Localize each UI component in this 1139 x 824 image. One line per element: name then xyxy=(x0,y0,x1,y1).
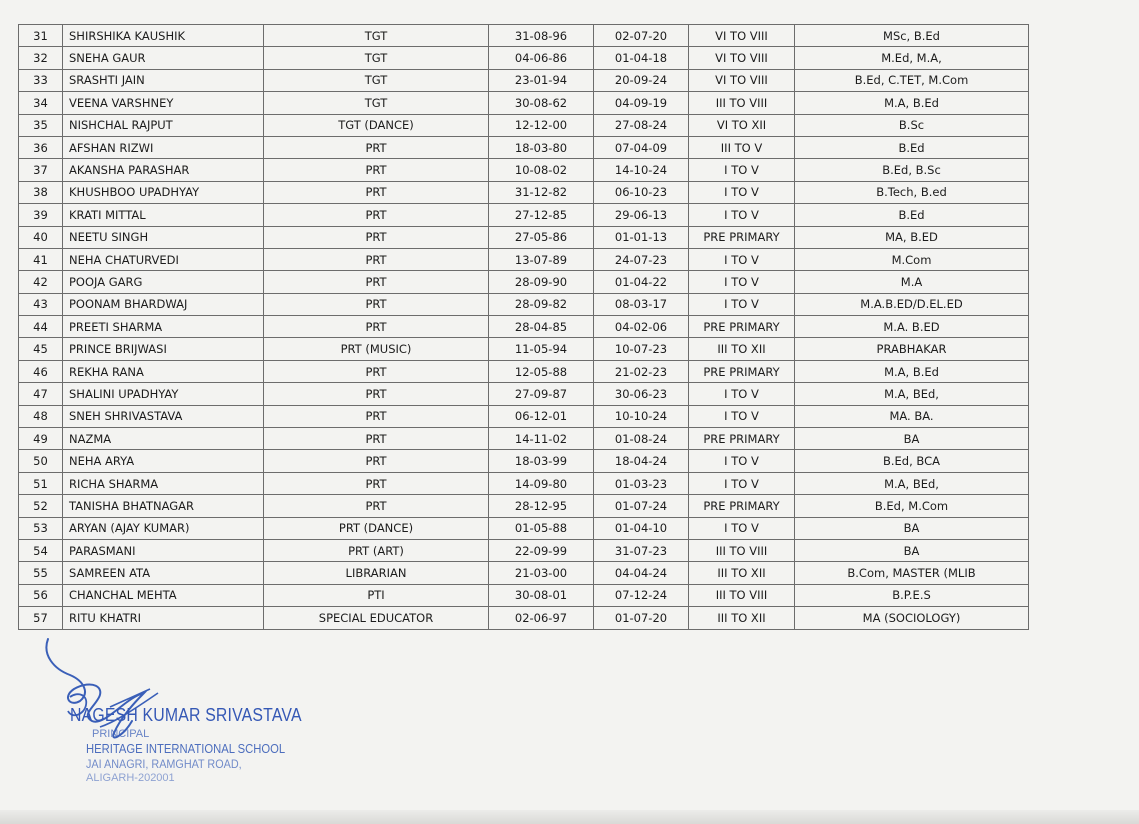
date-of-birth-cell: 30-08-62 xyxy=(489,92,594,114)
classes-taught-cell: I TO V xyxy=(689,450,795,472)
date-of-birth-cell: 04-06-86 xyxy=(489,47,594,69)
qualification-cell: M.A, B.Ed xyxy=(795,360,1029,382)
qualification-cell: M.A, BEd, xyxy=(795,472,1029,494)
date-of-birth-cell: 14-11-02 xyxy=(489,428,594,450)
table-row xyxy=(19,92,1029,114)
table-row xyxy=(19,383,1029,405)
serial-number-cell: 45 xyxy=(19,338,63,360)
teacher-name-cell: KHUSHBOO UPADHYAY xyxy=(63,181,264,203)
teacher-name-cell: KRATI MITTAL xyxy=(63,204,264,226)
table-row xyxy=(19,584,1029,606)
classes-taught-cell: I TO V xyxy=(689,517,795,539)
table-row xyxy=(19,47,1029,69)
date-of-joining-cell: 04-04-24 xyxy=(594,562,689,584)
serial-number-cell: 32 xyxy=(19,47,63,69)
scan-edge xyxy=(0,810,1139,824)
date-of-joining-cell: 01-07-20 xyxy=(594,607,689,629)
date-of-joining-cell: 10-10-24 xyxy=(594,405,689,427)
table-row xyxy=(19,204,1029,226)
date-of-birth-cell: 31-08-96 xyxy=(489,25,594,47)
teacher-name-cell: SNEH SHRIVASTAVA xyxy=(63,405,264,427)
designation-cell: PRT xyxy=(264,159,489,181)
classes-taught-cell: PRE PRIMARY xyxy=(689,360,795,382)
teacher-name-cell: SHIRSHIKA KAUSHIK xyxy=(63,25,264,47)
designation-cell: PRT xyxy=(264,383,489,405)
designation-cell: PRT (MUSIC) xyxy=(264,338,489,360)
date-of-birth-cell: 23-01-94 xyxy=(489,69,594,91)
teacher-name-cell: ARYAN (AJAY KUMAR) xyxy=(63,517,264,539)
stamp-address: JAI ANAGRI, RAMGHAT ROAD, xyxy=(86,757,242,771)
qualification-cell: B.Ed xyxy=(795,136,1029,158)
date-of-birth-cell: 02-06-97 xyxy=(489,607,594,629)
teacher-name-cell: NEETU SINGH xyxy=(63,226,264,248)
classes-taught-cell: PRE PRIMARY xyxy=(689,495,795,517)
date-of-birth-cell: 18-03-80 xyxy=(489,136,594,158)
qualification-cell: B.Ed, BCA xyxy=(795,450,1029,472)
qualification-cell: M.Ed, M.A, xyxy=(795,47,1029,69)
serial-number-cell: 52 xyxy=(19,495,63,517)
qualification-cell: BA xyxy=(795,517,1029,539)
serial-number-cell: 48 xyxy=(19,405,63,427)
table-row xyxy=(19,69,1029,91)
date-of-joining-cell: 21-02-23 xyxy=(594,360,689,382)
designation-cell: PRT (DANCE) xyxy=(264,517,489,539)
date-of-birth-cell: 28-09-82 xyxy=(489,293,594,315)
qualification-cell: BA xyxy=(795,428,1029,450)
teacher-name-cell: AKANSHA PARASHAR xyxy=(63,159,264,181)
date-of-joining-cell: 29-06-13 xyxy=(594,204,689,226)
table-row xyxy=(19,562,1029,584)
date-of-joining-cell: 24-07-23 xyxy=(594,248,689,270)
qualification-cell: MA, B.ED xyxy=(795,226,1029,248)
stamp-city: ALIGARH-202001 xyxy=(86,772,175,784)
stamp-role: PRINCIPAL xyxy=(92,728,150,740)
table-row xyxy=(19,293,1029,315)
teacher-name-cell: SNEHA GAUR xyxy=(63,47,264,69)
table-row xyxy=(19,428,1029,450)
table-row xyxy=(19,114,1029,136)
qualification-cell: PRABHAKAR xyxy=(795,338,1029,360)
designation-cell: PRT xyxy=(264,472,489,494)
date-of-joining-cell: 14-10-24 xyxy=(594,159,689,181)
qualification-cell: M.Com xyxy=(795,248,1029,270)
qualification-cell: B.Ed, B.Sc xyxy=(795,159,1029,181)
stamp-school-name: HERITAGE INTERNATIONAL SCHOOL xyxy=(86,742,286,756)
teacher-name-cell: TANISHA BHATNAGAR xyxy=(63,495,264,517)
classes-taught-cell: VI TO XII xyxy=(689,114,795,136)
teacher-name-cell: NEHA CHATURVEDI xyxy=(63,248,264,270)
classes-taught-cell: III TO VIII xyxy=(689,539,795,561)
date-of-joining-cell: 01-03-23 xyxy=(594,472,689,494)
table-row xyxy=(19,450,1029,472)
classes-taught-cell: III TO XII xyxy=(689,607,795,629)
date-of-joining-cell: 04-09-19 xyxy=(594,92,689,114)
qualification-cell: MA (SOCIOLOGY) xyxy=(795,607,1029,629)
teacher-name-cell: SRASHTI JAIN xyxy=(63,69,264,91)
designation-cell: PRT xyxy=(264,495,489,517)
classes-taught-cell: III TO XII xyxy=(689,562,795,584)
designation-cell: LIBRARIAN xyxy=(264,562,489,584)
designation-cell: TGT xyxy=(264,25,489,47)
date-of-birth-cell: 06-12-01 xyxy=(489,405,594,427)
date-of-birth-cell: 28-09-90 xyxy=(489,271,594,293)
qualification-cell: B.P.E.S xyxy=(795,584,1029,606)
classes-taught-cell: I TO V xyxy=(689,472,795,494)
date-of-joining-cell: 01-07-24 xyxy=(594,495,689,517)
qualification-cell: M.A xyxy=(795,271,1029,293)
date-of-birth-cell: 21-03-00 xyxy=(489,562,594,584)
teacher-name-cell: PARASMANI xyxy=(63,539,264,561)
teacher-name-cell: NEHA ARYA xyxy=(63,450,264,472)
qualification-cell: M.A, B.Ed xyxy=(795,92,1029,114)
teacher-name-cell: POOJA GARG xyxy=(63,271,264,293)
qualification-cell: M.A. B.ED xyxy=(795,316,1029,338)
date-of-joining-cell: 01-04-22 xyxy=(594,271,689,293)
table-row xyxy=(19,248,1029,270)
serial-number-cell: 47 xyxy=(19,383,63,405)
teacher-name-cell: PREETI SHARMA xyxy=(63,316,264,338)
date-of-birth-cell: 14-09-80 xyxy=(489,472,594,494)
table-row xyxy=(19,360,1029,382)
date-of-joining-cell: 27-08-24 xyxy=(594,114,689,136)
classes-taught-cell: I TO V xyxy=(689,159,795,181)
teacher-name-cell: CHANCHAL MEHTA xyxy=(63,584,264,606)
qualification-cell: MSc, B.Ed xyxy=(795,25,1029,47)
serial-number-cell: 51 xyxy=(19,472,63,494)
date-of-birth-cell: 27-05-86 xyxy=(489,226,594,248)
table-row xyxy=(19,226,1029,248)
date-of-birth-cell: 30-08-01 xyxy=(489,584,594,606)
date-of-joining-cell: 10-07-23 xyxy=(594,338,689,360)
classes-taught-cell: I TO V xyxy=(689,204,795,226)
designation-cell: PRT xyxy=(264,450,489,472)
qualification-cell: B.Sc xyxy=(795,114,1029,136)
teacher-name-cell: NISHCHAL RAJPUT xyxy=(63,114,264,136)
date-of-joining-cell: 01-01-13 xyxy=(594,226,689,248)
date-of-birth-cell: 28-12-95 xyxy=(489,495,594,517)
table-row xyxy=(19,181,1029,203)
qualification-cell: B.Ed, M.Com xyxy=(795,495,1029,517)
classes-taught-cell: VI TO VIII xyxy=(689,25,795,47)
date-of-birth-cell: 10-08-02 xyxy=(489,159,594,181)
classes-taught-cell: III TO VIII xyxy=(689,92,795,114)
table-row xyxy=(19,472,1029,494)
teacher-name-cell: VEENA VARSHNEY xyxy=(63,92,264,114)
teacher-name-cell: RICHA SHARMA xyxy=(63,472,264,494)
table-row xyxy=(19,517,1029,539)
principal-stamp xyxy=(40,635,340,795)
serial-number-cell: 50 xyxy=(19,450,63,472)
serial-number-cell: 43 xyxy=(19,293,63,315)
table-row xyxy=(19,607,1029,629)
classes-taught-cell: III TO VIII xyxy=(689,584,795,606)
classes-taught-cell: VI TO VIII xyxy=(689,69,795,91)
serial-number-cell: 44 xyxy=(19,316,63,338)
table-row xyxy=(19,539,1029,561)
qualification-cell: B.Com, MASTER (MLIB xyxy=(795,562,1029,584)
serial-number-cell: 55 xyxy=(19,562,63,584)
table-row xyxy=(19,405,1029,427)
serial-number-cell: 34 xyxy=(19,92,63,114)
classes-taught-cell: I TO V xyxy=(689,181,795,203)
teacher-name-cell: POONAM BHARDWAJ xyxy=(63,293,264,315)
table-row xyxy=(19,338,1029,360)
date-of-birth-cell: 13-07-89 xyxy=(489,248,594,270)
classes-taught-cell: I TO V xyxy=(689,271,795,293)
designation-cell: PRT xyxy=(264,405,489,427)
stamp-principal-name: NAGESH KUMAR SRIVASTAVA xyxy=(70,705,302,725)
designation-cell: TGT (DANCE) xyxy=(264,114,489,136)
classes-taught-cell: I TO V xyxy=(689,383,795,405)
date-of-birth-cell: 28-04-85 xyxy=(489,316,594,338)
date-of-joining-cell: 06-10-23 xyxy=(594,181,689,203)
date-of-joining-cell: 07-04-09 xyxy=(594,136,689,158)
date-of-joining-cell: 31-07-23 xyxy=(594,539,689,561)
teacher-name-cell: SHALINI UPADHYAY xyxy=(63,383,264,405)
serial-number-cell: 42 xyxy=(19,271,63,293)
date-of-birth-cell: 27-09-87 xyxy=(489,383,594,405)
date-of-birth-cell: 18-03-99 xyxy=(489,450,594,472)
staff-table xyxy=(18,24,1029,630)
qualification-cell: BA xyxy=(795,539,1029,561)
date-of-joining-cell: 01-04-18 xyxy=(594,47,689,69)
date-of-joining-cell: 20-09-24 xyxy=(594,69,689,91)
serial-number-cell: 53 xyxy=(19,517,63,539)
classes-taught-cell: III TO XII xyxy=(689,338,795,360)
designation-cell: PRT xyxy=(264,226,489,248)
serial-number-cell: 49 xyxy=(19,428,63,450)
designation-cell: TGT xyxy=(264,47,489,69)
date-of-birth-cell: 22-09-99 xyxy=(489,539,594,561)
teacher-name-cell: PRINCE BRIJWASI xyxy=(63,338,264,360)
staff-table-body xyxy=(19,25,1029,630)
date-of-birth-cell: 12-12-00 xyxy=(489,114,594,136)
serial-number-cell: 38 xyxy=(19,181,63,203)
date-of-joining-cell: 01-08-24 xyxy=(594,428,689,450)
designation-cell: PRT xyxy=(264,428,489,450)
designation-cell: TGT xyxy=(264,69,489,91)
date-of-birth-cell: 12-05-88 xyxy=(489,360,594,382)
serial-number-cell: 57 xyxy=(19,607,63,629)
classes-taught-cell: PRE PRIMARY xyxy=(689,428,795,450)
teacher-name-cell: AFSHAN RIZWI xyxy=(63,136,264,158)
serial-number-cell: 39 xyxy=(19,204,63,226)
designation-cell: PTI xyxy=(264,584,489,606)
table-row xyxy=(19,25,1029,47)
date-of-birth-cell: 31-12-82 xyxy=(489,181,594,203)
qualification-cell: B.Tech, B.ed xyxy=(795,181,1029,203)
table-row xyxy=(19,159,1029,181)
serial-number-cell: 37 xyxy=(19,159,63,181)
classes-taught-cell: III TO V xyxy=(689,136,795,158)
serial-number-cell: 35 xyxy=(19,114,63,136)
qualification-cell: MA. BA. xyxy=(795,405,1029,427)
designation-cell: PRT xyxy=(264,293,489,315)
classes-taught-cell: I TO V xyxy=(689,293,795,315)
classes-taught-cell: I TO V xyxy=(689,405,795,427)
teacher-name-cell: SAMREEN ATA xyxy=(63,562,264,584)
designation-cell: PRT xyxy=(264,181,489,203)
serial-number-cell: 46 xyxy=(19,360,63,382)
teacher-name-cell: REKHA RANA xyxy=(63,360,264,382)
date-of-joining-cell: 07-12-24 xyxy=(594,584,689,606)
designation-cell: TGT xyxy=(264,92,489,114)
date-of-birth-cell: 11-05-94 xyxy=(489,338,594,360)
designation-cell: PRT xyxy=(264,204,489,226)
serial-number-cell: 36 xyxy=(19,136,63,158)
table-row xyxy=(19,136,1029,158)
date-of-joining-cell: 04-02-06 xyxy=(594,316,689,338)
date-of-joining-cell: 18-04-24 xyxy=(594,450,689,472)
designation-cell: SPECIAL EDUCATOR xyxy=(264,607,489,629)
teacher-name-cell: RITU KHATRI xyxy=(63,607,264,629)
serial-number-cell: 31 xyxy=(19,25,63,47)
date-of-birth-cell: 01-05-88 xyxy=(489,517,594,539)
designation-cell: PRT xyxy=(264,271,489,293)
classes-taught-cell: I TO V xyxy=(689,248,795,270)
classes-taught-cell: VI TO VIII xyxy=(689,47,795,69)
date-of-joining-cell: 01-04-10 xyxy=(594,517,689,539)
qualification-cell: M.A, BEd, xyxy=(795,383,1029,405)
classes-taught-cell: PRE PRIMARY xyxy=(689,226,795,248)
serial-number-cell: 41 xyxy=(19,248,63,270)
designation-cell: PRT xyxy=(264,316,489,338)
table-row xyxy=(19,495,1029,517)
qualification-cell: M.A.B.ED/D.EL.ED xyxy=(795,293,1029,315)
teacher-name-cell: NAZMA xyxy=(63,428,264,450)
date-of-birth-cell: 27-12-85 xyxy=(489,204,594,226)
classes-taught-cell: PRE PRIMARY xyxy=(689,316,795,338)
designation-cell: PRT xyxy=(264,360,489,382)
date-of-joining-cell: 02-07-20 xyxy=(594,25,689,47)
qualification-cell: B.Ed xyxy=(795,204,1029,226)
designation-cell: PRT xyxy=(264,136,489,158)
table-row xyxy=(19,316,1029,338)
designation-cell: PRT (ART) xyxy=(264,539,489,561)
designation-cell: PRT xyxy=(264,248,489,270)
table-row xyxy=(19,271,1029,293)
date-of-joining-cell: 08-03-17 xyxy=(594,293,689,315)
qualification-cell: B.Ed, C.TET, M.Com xyxy=(795,69,1029,91)
serial-number-cell: 56 xyxy=(19,584,63,606)
date-of-joining-cell: 30-06-23 xyxy=(594,383,689,405)
serial-number-cell: 40 xyxy=(19,226,63,248)
serial-number-cell: 33 xyxy=(19,69,63,91)
serial-number-cell: 54 xyxy=(19,539,63,561)
